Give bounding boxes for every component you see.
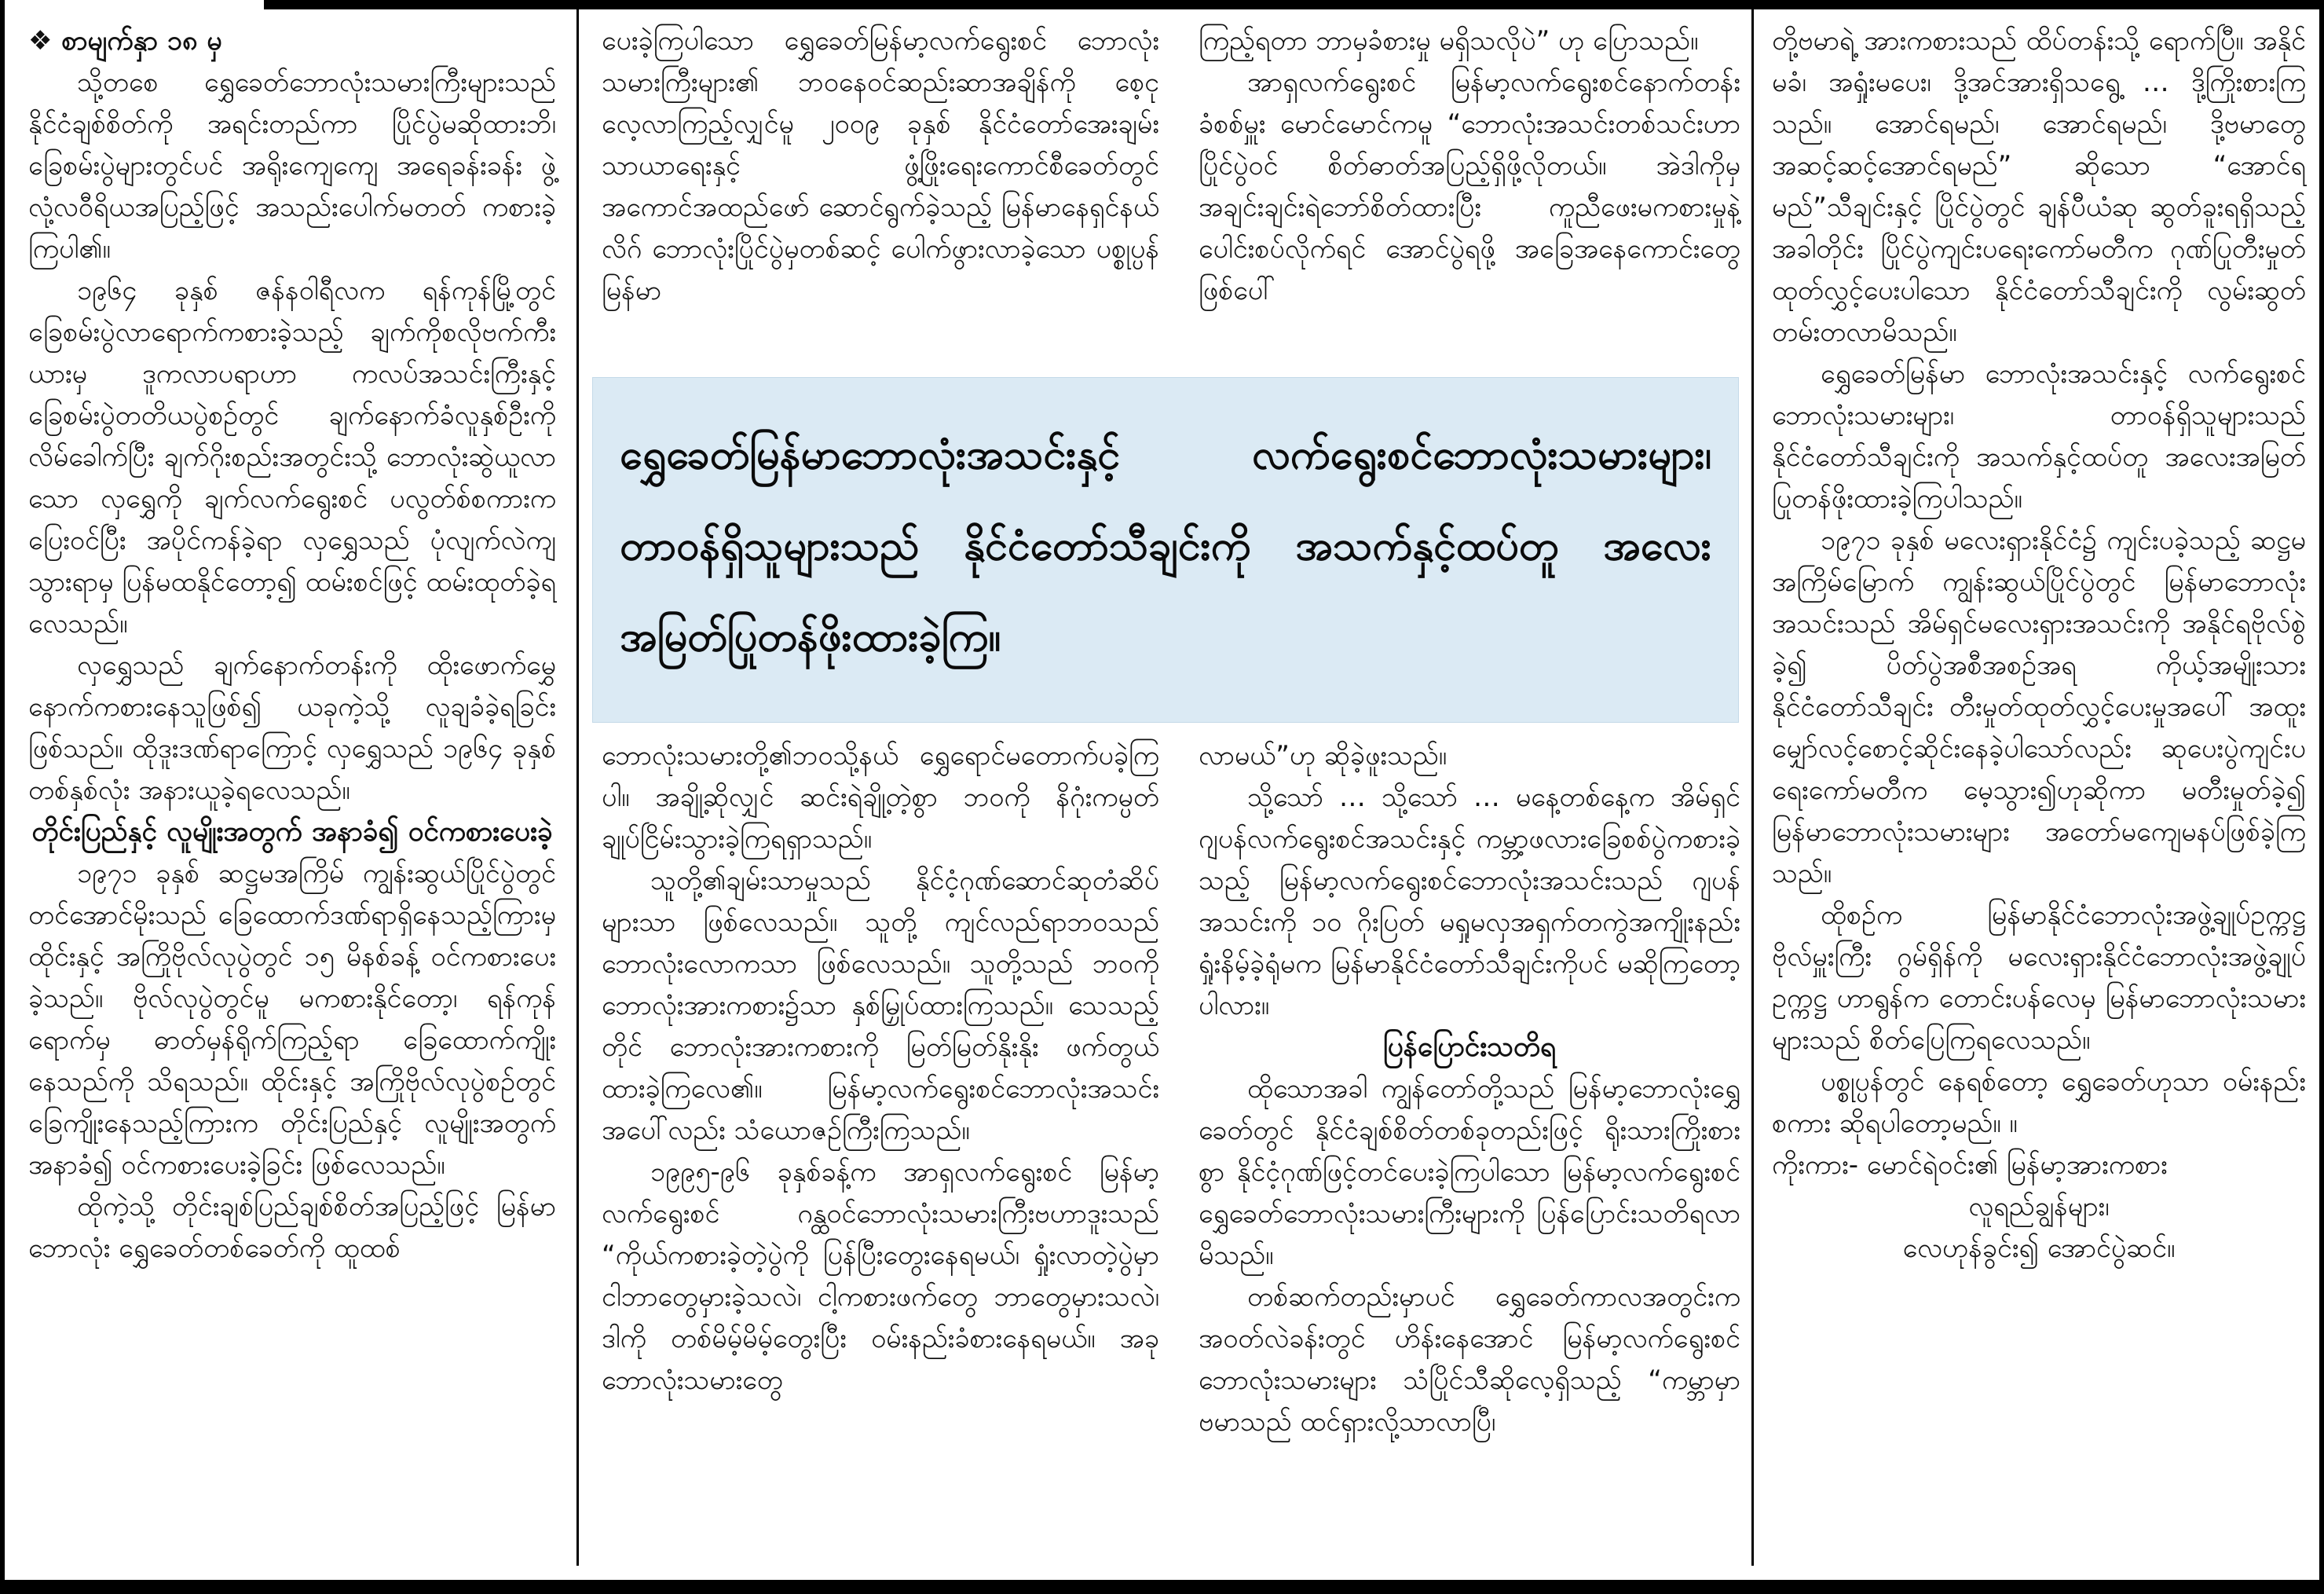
reference-item: လေဟုန်ခွင်း၍ အောင်ပွဲဆင်။ <box>1902 1233 2176 1264</box>
paragraph: သို့တစေ ရွှေခေတ်ဘောလုံးသမားကြီးများသည် နိုင်ငံချစ်စိတ်ကို အရင်းတည်ကာ ပြိုင်ပွဲမဆိုထားဘိ၊ ခြေစမ်းပွဲများတွင်ပင် အရိုးကျေကျေ အရေခန်းခန်း ဖွဲ့လုံ့လဝီရိယအပြည့်ဖြင့် အသည်းပေါက်မတတ် ကစားခဲ့ကြပါ၏။ <box>28 67 556 265</box>
paragraph: သို့သော် … သို့သော် … မနေ့တစ်နေ့က အိမ်ရှင်ဂျပန်လက်ရွေးစင်အသင်းနှင့် ကမ္ဘာ့ဖလားခြေစစ်ပွဲကစားခဲ့သည့် မြန်မာ့လက်ရွေးစင်ဘောလုံးအသင်းသည် ဂျပန်အသင်းကို ၁၀ ဂိုးပြတ် မရှုမလှအရှက်တကွဲအကျိုးနည်း ရှုံးနိမ့်ခဲ့ရုံမက မြန်မာနိုင်ငံတော်သီချင်းကိုပင် မဆိုကြတော့ပါလား။ <box>1199 782 1740 1021</box>
column-divider <box>576 9 579 1566</box>
paragraph: ဘောလုံးသမားတို့၏ဘဝသို့နယ် ရွှေရောင်မတောက်ပခဲ့ကြပါ။ အချို့ဆိုလျှင် ဆင်းရဲချို့တဲ့စွာ ဘဝကို နိဂုံးကမ္ပတ်ချုပ်ငြိမ်းသွားခဲ့ကြရရှာသည်။ <box>602 740 1159 855</box>
paragraph: ထိုသောအခါ ကျွန်တော်တို့သည် မြန်မာ့ဘောလုံးရွှေခေတ်တွင် နိုင်ငံချစ်စိတ်တစ်ခုတည်းဖြင့် ရိုးသားကြိုးစားစွာ နိုင်ငံ့ဂုဏ်ဖြင့်တင်ပေးခဲ့ကြပါသော မြန်မာ့လက်ရွေးစင် ရွှေခေတ်ဘောလုံးသမားကြီးများကို ပြန်ပြောင်းသတိရလာမိသည်။ <box>1199 1073 1740 1271</box>
section-heading: တိုင်းပြည်နှင့် လူမျိုးအတွက် အနာခံ၍ ဝင်ကစားပေးခဲ့ <box>31 816 553 848</box>
paragraph: ၁၉၇၁ ခုနှစ် ဆဋ္ဌမအကြိမ် ကျွန်းဆွယ်ပြိုင်ပွဲတွင် တင်အောင်မိုးသည် ခြေထောက်ဒဏ်ရာရှိနေသည့်ကြားမှ ထိုင်းနှင့် အကြိုဗိုလ်လုပွဲတွင် ၁၅ မိနစ်ခန့် ဝင်ကစားပေးခဲ့သည်။ ဗိုလ်လုပွဲတွင်မူ မကစားနိုင်တော့၊ ရန်ကုန်ရောက်မှ ဓာတ်မှန်ရိုက်ကြည့်ရာ ခြေထောက်ကျိုးနေသည်ကို သိရသည်။ ထိုင်းနှင့် အကြိုဗိုလ်လုပွဲစဉ်တွင် ခြေကျိုးနေသည့်ကြားက တိုင်းပြည်နှင့် လူမျိုးအတွက် အနာခံ၍ ဝင်ကစားပေးခဲ့ခြင်း ဖြစ်လေသည်။ <box>28 858 556 1181</box>
paragraph: ရွှေခေတ်မြန်မာ ဘောလုံးအသင်းနှင့် လက်ရွေးစင်ဘောလုံးသမားများ၊ တာဝန်ရှိသူများသည် နိုင်ငံတော်သီချင်းကို အသက်နှင့်ထပ်တူ အလေးအမြတ်ပြုတန်ဖိုးထားခဲ့ကြပါသည်။ <box>1772 358 2306 515</box>
reference-item: လူရည်ချွန်များ၊ <box>1968 1191 2110 1222</box>
column-3-top <box>1183 9 1756 371</box>
pull-quote-text: ရွှေခေတ်မြန်မာဘောလုံးအသင်းနှင့် လက်ရွေးစင်ဘောလုံးသမားများ၊ တာဝန်ရှိသူများသည် နိုင်ငံတော်သီချင်းကို အသက်နှင့်ထပ်တူ အလေးအမြတ်ပြုတန်ဖိုးထားခဲ့ကြ။ <box>620 431 1711 661</box>
paragraph: အာရှလက်ရွေးစင် မြန်မာ့လက်ရွေးစင်နောက်တန်းခံစစ်မှူး မောင်မောင်ကမူ “ဘောလုံးအသင်းတစ်သင်းဟာ ပြိုင်ပွဲဝင် စိတ်ဓာတ်အပြည့်ရှိဖို့လိုတယ်။ အဲဒါကိုမှ အချင်းချင်းရဲဘော်စိတ်ထားပြီး ကူညီဖေးမကစားမှုနဲ့ ပေါင်းစပ်လိုက်ရင် အောင်ပွဲရဖို့ အခြေအနေကောင်းတွေ ဖြစ်ပေါ် <box>1199 67 1740 306</box>
paragraph: ထိုစဉ်က မြန်မာနိုင်ငံဘောလုံးအဖွဲ့ချုပ်ဥက္ကဋ္ဌ ဗိုလ်မှူးကြီး ဂွမ်ရှိန်ကို မလေးရှားနိုင်ငံဘောလုံးအဖွဲ့ချုပ်ဥက္ကဋ္ဌ ဟာရွန်က တောင်းပန်လေမှ မြန်မာဘောလုံးသမားများသည် စိတ်ပြေကြရလေသည်။ <box>1772 900 2306 1056</box>
column-2-bottom <box>586 731 1175 1566</box>
column-4 <box>1756 9 2322 1566</box>
reference-block <box>1772 1145 2306 1186</box>
reference-item: မောင်ရဲဝင်း၏ မြန်မာ့အားကစား <box>1866 1149 2168 1181</box>
paragraph: တစ်ဆက်တည်းမှာပင် ရွှေခေတ်ကာလအတွင်းက အဝတ်လဲခန်းတွင် ဟိန်းနေအောင် မြန်မာ့လက်ရွေးစင်ဘောလုံးသမားများ သံပြိုင်သီဆိုလေ့ရှိသည့် “ကမ္ဘာမှာ ဗမာသည် ထင်ရှားလို့သာလာပြီ၊ <box>1199 1281 1740 1438</box>
top-border <box>5 0 2324 9</box>
paragraph: ထိုကဲ့သို့ တိုင်းချစ်ပြည်ချစ်စိတ်အပြည့်ဖြင့် မြန်မာဘောလုံး ရွှေခေတ်တစ်ခေတ်ကို ထူထစ် <box>28 1191 556 1264</box>
column-divider <box>1751 9 1754 1566</box>
paragraph: ပေးခဲ့ကြပါသော ရွှေခေတ်မြန်မာ့လက်ရွေးစင် ဘောလုံးသမားကြီးများ၏ ဘဝနေဝင်ဆည်းဆာအချိန်ကို စေ့ငုလေ့လာကြည့်လျှင်မူ ၂၀၀၉ ခုနှစ် နိုင်ငံတော်အေးချမ်းသာယာရေးနှင့် ဖွံ့ဖြိုးရေးကောင်စီခေတ်တွင် အကောင်အထည်ဖော် ဆောင်ရွက်ခဲ့သည့် မြန်မာနေရှင်နယ်လိဂ် ဘောလုံးပြိုင်ပွဲမှတစ်ဆင့် ပေါက်ဖွားလာခဲ့သော ပစ္စုပ္ပန်မြန်မာ <box>602 25 1159 306</box>
paragraph: လာမယ်”ဟု ဆိုခဲ့ဖူးသည်။ <box>1199 740 1447 771</box>
column-2-top <box>586 9 1175 371</box>
section-heading: ပြန်ပြောင်းသတိရ <box>1382 1032 1557 1063</box>
paragraph: ၁၉၇၁ ခုနှစ် မလေးရှားနိုင်ငံ၌ ကျင်းပခဲ့သည့် ဆဋ္ဌမအကြိမ်မြောက် ကျွန်းဆွယ်ပြိုင်ပွဲတွင် မြန်မာဘောလုံးအသင်းသည် အိမ်ရှင်မလေးရှားအသင်းကို အနိုင်ရဗိုလ်စွဲခဲ့၍ ပိတ်ပွဲအစီအစဉ်အရ ကိုယ့်အမျိုးသားနိုင်ငံတော်သီချင်း တီးမှုတ်ထုတ်လွှင့်ပေးမှုအပေါ် အထူးမျှော်လင့်စောင့်ဆိုင်းနေခဲ့ပါသော်လည်း ဆုပေးပွဲကျင်းပရေးကော်မတီက မေ့သွား၍ဟုဆိုကာ မတီးမှုတ်ခဲ့၍ မြန်မာဘောလုံးသမားများ အတော်မကျေမနပ်ဖြစ်ခဲ့ကြသည်။ <box>1772 525 2306 889</box>
reference-label: ကိုးကား- <box>1772 1149 1859 1181</box>
paragraph: လှရွှေသည် ချက်နောက်တန်းကို ထိုးဖောက်မွှေနောက်ကစားနေသူဖြစ်၍ ယခုကဲ့သို့ လူချခံခဲ့ရခြင်းဖြစ်သည်။ ထိုဒူးဒဏ်ရာကြောင့် လှရွှေသည် ၁၉၆၄ ခုနှစ်တစ်နှစ်လုံး အနားယူခဲ့ရလေသည်။ <box>28 650 556 806</box>
paragraph: ၁၉၉၅-၉၆ ခုနှစ်ခန့်က အာရှလက်ရွေးစင် မြန်မာ့လက်ရွေးစင် ဂန္ထဝင်ဘောလုံးသမားကြီးဗဟာဒူးသည် “ကိုယ်ကစားခဲ့တဲ့ပွဲကို ပြန်ပြီးတွေးနေရမယ်၊ ရှုံးလာတဲ့ပွဲမှာ ငါဘာတွေမှားခဲ့သလဲ၊ ငါ့ကစားဖက်တွေ ဘာတွေမှားသလဲ၊ ဒါကို တစ်မိမ့်မိမ့်တွေးပြီး ဝမ်းနည်းခံစားနေရမယ်။ အခုဘောလုံးသမားတွေ <box>602 1156 1159 1396</box>
paragraph: ပစ္စုပ္ပန်တွင် နေရစ်တော့ ရွှေခေတ်ဟုသာ ဝမ်းနည်းစကား ဆိုရပါတော့မည်။ ။ <box>1772 1066 2306 1139</box>
paragraph: ၁၉၆၄ ခုနှစ် ဇန်နဝါရီလက ရန်ကုန်မြို့တွင် ခြေစမ်းပွဲလာရောက်ကစားခဲ့သည့် ချက်ကိုစလိုဗက်ကီးယားမှ ဒူကလာပရာဟာ ကလပ်အသင်းကြီးနှင့် ခြေစမ်းပွဲတတိယပွဲစဉ်တွင် ချက်နောက်ခံလူနှစ်ဦးကို လိမ်ခေါက်ပြီး ချက်ဂိုးစည်းအတွင်းသို့ ဘောလုံးဆွဲယူလာသော လှရွှေကို ချက်လက်ရွေးစင် ပလွတ်စ်စကားက ပြေးဝင်ပြီး အပိုင်ကန်ခဲ့ရာ လှရွှေသည် ပုံလျက်လဲကျသွားရာမှ ပြန်မထနိုင်တော့၍ ထမ်းစင်ဖြင့် ထမ်းထုတ်ခဲ့ရလေသည်။ <box>28 275 556 639</box>
continued-from-label: ❖ စာမျက်နှာ ၁၈ မှ <box>28 25 222 57</box>
top-border-gap <box>5 0 264 9</box>
paragraph: တို့ဗမာရဲ့ အားကစားသည် ထိပ်တန်းသို့ ရောက်ပြီ။ အနိုင်မခံ၊ အရှုံးမပေး၊ ဒို့အင်အားရှိသရွေ့ … ဒို့ကြိုးစားကြသည်။ အောင်ရမည်၊ အောင်ရမည်၊ ဒို့ဗမာတွေ အဆင့်ဆင့်အောင်ရမည်” ဆိုသော “အောင်ရမည်”သီချင်းနှင့် ပြိုင်ပွဲတွင် ချန်ပီယံဆု ဆွတ်ခူးရရှိသည့်အခါတိုင်း ပြိုင်ပွဲကျင်းပရေးကော်မတီက ဂုဏ်ပြုတီးမှုတ်ထုတ်လွှင့်ပေးပါသော နိုင်ငံတော်သီချင်းကို လွမ်းဆွတ်တမ်းတလာမိသည်။ <box>1772 25 2306 348</box>
column-3-bottom <box>1183 731 1756 1566</box>
paragraph: သူတို့၏ချမ်းသာမှုသည် နိုင်ငံ့ဂုဏ်ဆောင်ဆုတံဆိပ်များသာ ဖြစ်လေသည်။ သူတို့ ကျင်လည်ရာဘဝသည် ဘောလုံးလောကသာ ဖြစ်လေသည်။ သူတို့သည် ဘဝကို ဘောလုံးအားကစား၌သာ နှစ်မြှုပ်ထားကြသည်။ သေသည့်တိုင် ဘောလုံးအားကစားကို မြတ်မြတ်နိုးနိုး ဖက်တွယ်ထားခဲ့ကြလေ၏။ မြန်မာ့လက်ရွေးစင်ဘောလုံးအသင်းအပေါ်လည်း သံယောဇဉ်ကြီးကြသည်။ <box>602 865 1159 1146</box>
pull-quote-box <box>592 377 1739 723</box>
column-1 <box>13 9 572 1566</box>
paragraph: ကြည့်ရတာ ဘာမှခံစားမှု မရှိသလိုပဲ” ဟု ပြောသည်။ <box>1199 25 1699 57</box>
